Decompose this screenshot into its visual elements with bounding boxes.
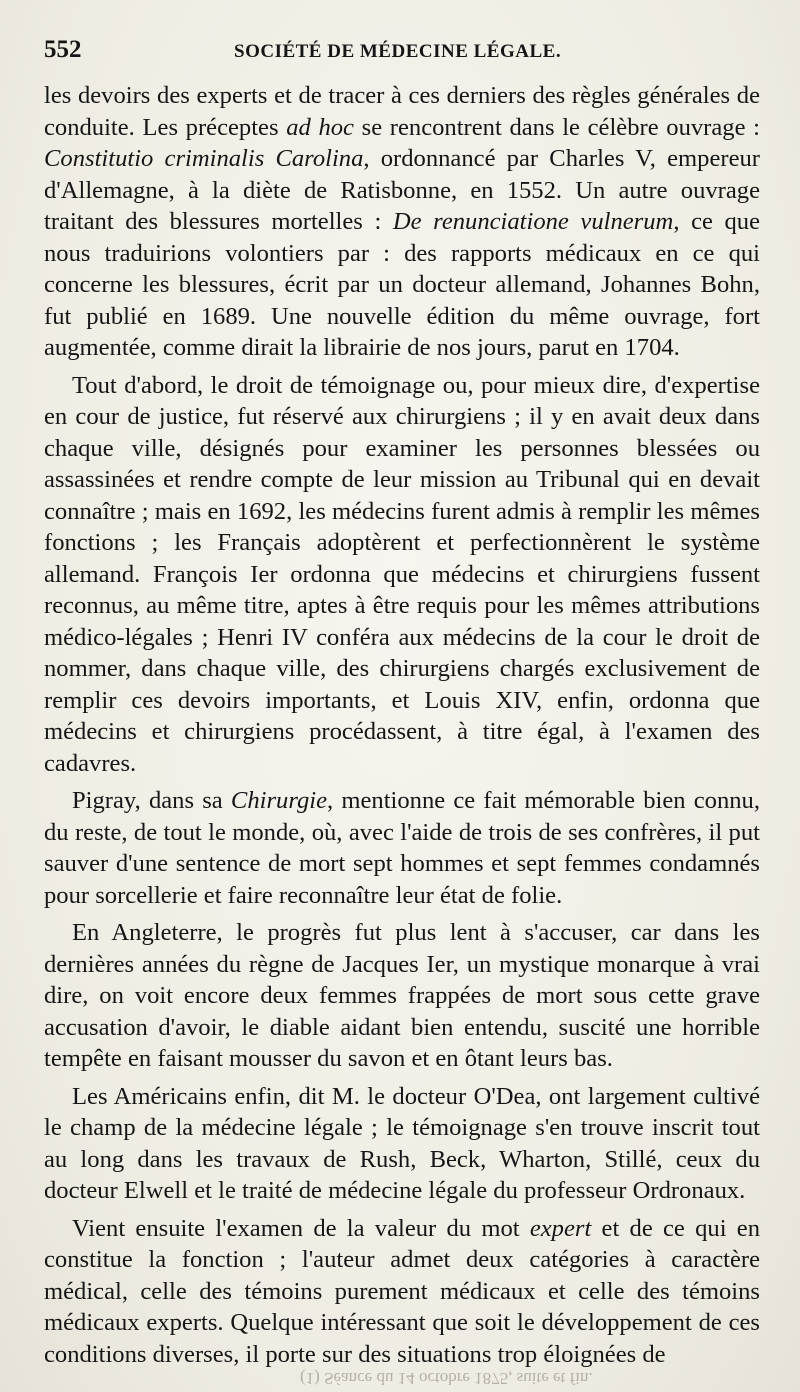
text-run: , ce que nous traduirions volontiers par : des rapports médicaux en ce qui concerne les blessures, écrit par un docteur allemand, Johannes Bohn, fut publié en 1689. Une nouvelle édition du même ouvrage, fort augmentée, comme dirait la librairie de nos jours, parut en 1704. [44,208,760,361]
bleed-through-footnote: (1) Séance du 14 octobre 1875, suite et fin. [300,1369,593,1388]
text-run: Les Américains enfin, dit M. le docteur O'Dea, ont largement cultivé le champ de la médecine légale ; le témoignage s'en trouve inscrit tout au long dans les travaux de Rush, Beck, Wharton, Stillé, ceux du docteur Elwell et le traité de médecine légale du professeur Ordronaux. [44,1082,760,1204]
page-number: 552 [44,36,82,63]
italic-text: ad hoc [286,113,354,141]
text-run: Tout d'abord, le droit de témoignage ou, pour mieux dire, d'expertise en cour de justice, fut réservé aux chirurgiens ; il y en avait deux dans chaque ville, désignés pour examiner les personnes blessées ou assassinées et rendre compte de leur mission au Tribunal qui en devait connaître ; mais en 1692, les médecins furent admis à remplir les mêmes fonctions ; les Français adoptèrent et perfectionnèrent le système allemand. François Ier ordonna que médecins et chirurgiens fussent reconnus, au même titre, aptes à être requis pour les mêmes attributions médico-légales ; Henri IV conféra aux médecins de la cour le droit de nommer, dans chaque ville, des chirurgiens chargés exclusivement de remplir ces devoirs importants, et Louis XIV, enfin, ordonna que médecins et chirurgiens procédassent, à titre égal, à l'examen des cadavres. [44,371,760,777]
italic-text: Chirurgie [230,787,328,814]
paragraph [44,370,760,780]
italic-text: expert [529,1214,592,1242]
body-text [44,80,760,1370]
text-run: Pigray, dans sa [72,787,231,814]
text-run: se rencontrent dans le célèbre ouvrage : [353,113,760,141]
text-run: , mentionne ce fait mémorable bien connu, du reste, de tout le monde, où, avec l'aide de trois de ses confrères, il put sauver d'une sentence de mort sept hommes et sept femmes condamnés pour sorcellerie et faire reconnaître leur état de folie. [44,787,760,909]
paragraph [44,80,760,364]
page-header [44,36,760,72]
paragraph [44,785,760,911]
text-run: , ordonnancé par Charles V, empereur d'Allemagne, à la diète de Ratisbonne, en 1552. Un autre ouvrage traitant des blessures mortelles : [44,145,760,235]
paragraph [44,917,760,1075]
italic-text: De renunciatione vulnerum [392,208,674,235]
paragraph [44,1081,760,1207]
text-run: En Angleterre, le progrès fut plus lent à s'accuser, car dans les dernières années du règne de Jacques Ier, un mystique monarque à vrai dire, on voit encore deux femmes frappées de mort sous cette grave accusation d'avoir, le diable aidant bien entendu, suscité une horrible tempête en faisant mousser du savon et en ôtant leurs bas. [44,919,760,1072]
italic-text: Constitutio criminalis Carolina [44,145,364,172]
text-run: et de ce qui en constitue la fonction ; l'auteur admet deux catégories à caractère médical, celle des témoins purement médicaux et celle des témoins médicaux experts. Quelque intéressant que soit le développement de ces conditions diverses, il porte sur des situations trop éloignées de [44,1214,760,1368]
running-title: SOCIÉTÉ DE MÉDECINE LÉGALE. [234,41,562,62]
paragraph [44,1213,760,1371]
text-run: les devoirs des experts et de tracer à ces derniers des règles générales de conduite. Les préceptes [44,82,760,141]
text-run: Vient ensuite l'examen de la valeur du mot [72,1214,530,1242]
